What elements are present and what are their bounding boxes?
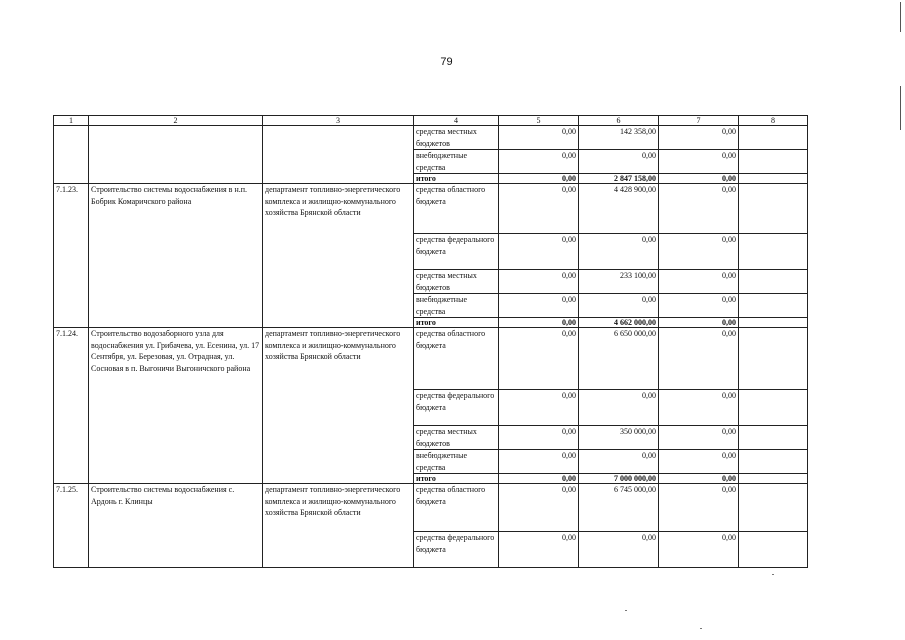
code-cell: [54, 126, 89, 184]
value-col7: 0,00: [659, 532, 739, 568]
column-number: 1: [54, 116, 89, 126]
value-col6: 4 662 000,00: [579, 318, 659, 328]
column-number: 2: [89, 116, 263, 126]
value-col5: 0,00: [499, 318, 579, 328]
value-col6: 350 000,00: [579, 426, 659, 450]
value-col5: 0,00: [499, 328, 579, 390]
responsible-department: департамент топливно-энергетического комплекса и жилищно-коммунального хозяйства Брянской области: [263, 484, 414, 568]
value-col8: [739, 484, 808, 532]
responsible-department: департамент топливно-энергетического комплекса и жилищно-коммунального хозяйства Брянской области: [263, 184, 414, 328]
responsible-department: департамент топливно-энергетического комплекса и жилищно-коммунального хозяйства Брянской области: [263, 328, 414, 484]
scan-edge-mark-top: [900, 2, 901, 32]
value-col6: 2 847 158,00: [579, 174, 659, 184]
project-code: 7.1.23.: [54, 184, 89, 328]
column-number: 6: [579, 116, 659, 126]
scan-edge-mark-middle: [900, 86, 901, 130]
name-cell: [89, 126, 263, 184]
value-col8: [739, 474, 808, 484]
funding-source: итого: [414, 174, 499, 184]
funding-source: итого: [414, 474, 499, 484]
scan-speck: [700, 628, 702, 629]
value-col7: 0,00: [659, 318, 739, 328]
value-col8: [739, 234, 808, 270]
column-number: 4: [414, 116, 499, 126]
value-col6: 6 650 000,00: [579, 328, 659, 390]
project-name: Строительство системы водоснабжения в н.п. Бобрик Комаричского района: [89, 184, 263, 328]
scan-speck: [772, 574, 774, 575]
project-code: 7.1.24.: [54, 328, 89, 484]
column-number-row: [54, 116, 808, 126]
funding-source: средства федерального бюджета: [414, 234, 499, 270]
column-number: 5: [499, 116, 579, 126]
value-col8: [739, 426, 808, 450]
value-col7: 0,00: [659, 426, 739, 450]
value-col6: 6 745 000,00: [579, 484, 659, 532]
value-col6: 0,00: [579, 532, 659, 568]
value-col5: 0,00: [499, 270, 579, 294]
value-col8: [739, 174, 808, 184]
value-col5: 0,00: [499, 126, 579, 150]
value-col6: 0,00: [579, 294, 659, 318]
value-col7: 0,00: [659, 328, 739, 390]
value-col5: 0,00: [499, 184, 579, 234]
project-code: 7.1.25.: [54, 484, 89, 568]
value-col8: [739, 126, 808, 150]
value-col5: 0,00: [499, 484, 579, 532]
funding-source: средства местных бюджетов: [414, 426, 499, 450]
funding-source: средства областного бюджета: [414, 184, 499, 234]
value-col7: 0,00: [659, 150, 739, 174]
value-col6: 4 428 900,00: [579, 184, 659, 234]
table-row: [54, 184, 808, 234]
value-col6: 233 100,00: [579, 270, 659, 294]
project-name: Строительство водозаборного узла для водоснабжения ул. Грибачева, ул. Есенина, ул. 17 Сентября, ул. Березовая, ул. Отрадная, ул. Сосновая в п. Выгоничи Выгоничского района: [89, 328, 263, 484]
value-col6: 0,00: [579, 390, 659, 426]
value-col7: 0,00: [659, 474, 739, 484]
funding-source: итого: [414, 318, 499, 328]
value-col7: 0,00: [659, 270, 739, 294]
table-row: [54, 484, 808, 532]
budget-table: [53, 115, 808, 568]
value-col7: 0,00: [659, 126, 739, 150]
value-col7: 0,00: [659, 294, 739, 318]
value-col8: [739, 318, 808, 328]
scan-speck: [625, 610, 627, 611]
value-col8: [739, 150, 808, 174]
value-col5: 0,00: [499, 450, 579, 474]
funding-source: внебюджетные средства: [414, 294, 499, 318]
value-col5: 0,00: [499, 426, 579, 450]
value-col7: 0,00: [659, 484, 739, 532]
value-col5: 0,00: [499, 294, 579, 318]
value-col8: [739, 328, 808, 390]
value-col6: 0,00: [579, 234, 659, 270]
value-col8: [739, 390, 808, 426]
department-cell: [263, 126, 414, 184]
column-number: 7: [659, 116, 739, 126]
value-col7: 0,00: [659, 234, 739, 270]
funding-source: средства областного бюджета: [414, 328, 499, 390]
value-col6: 142 358,00: [579, 126, 659, 150]
funding-source: внебюджетные средства: [414, 450, 499, 474]
value-col7: 0,00: [659, 450, 739, 474]
value-col6: 0,00: [579, 150, 659, 174]
value-col5: 0,00: [499, 532, 579, 568]
value-col6: 0,00: [579, 450, 659, 474]
column-number: 3: [263, 116, 414, 126]
value-col5: 0,00: [499, 174, 579, 184]
funding-source: средства федерального бюджета: [414, 390, 499, 426]
value-col8: [739, 294, 808, 318]
value-col6: 7 000 000,00: [579, 474, 659, 484]
funding-source: средства федерального бюджета: [414, 532, 499, 568]
funding-source: средства местных бюджетов: [414, 270, 499, 294]
value-col5: 0,00: [499, 234, 579, 270]
funding-source: внебюджетные средства: [414, 150, 499, 174]
page-number: 79: [440, 56, 453, 68]
table-row: [54, 126, 808, 150]
value-col5: 0,00: [499, 150, 579, 174]
funding-source: средства областного бюджета: [414, 484, 499, 532]
value-col7: 0,00: [659, 390, 739, 426]
value-col7: 0,00: [659, 174, 739, 184]
funding-source: средства местных бюджетов: [414, 126, 499, 150]
value-col8: [739, 184, 808, 234]
column-number: 8: [739, 116, 808, 126]
project-name: Строительство системы водоснабжения с. Ардонь г. Клинцы: [89, 484, 263, 568]
value-col8: [739, 450, 808, 474]
value-col5: 0,00: [499, 390, 579, 426]
value-col8: [739, 532, 808, 568]
value-col5: 0,00: [499, 474, 579, 484]
value-col7: 0,00: [659, 184, 739, 234]
table-row: [54, 328, 808, 390]
value-col8: [739, 270, 808, 294]
